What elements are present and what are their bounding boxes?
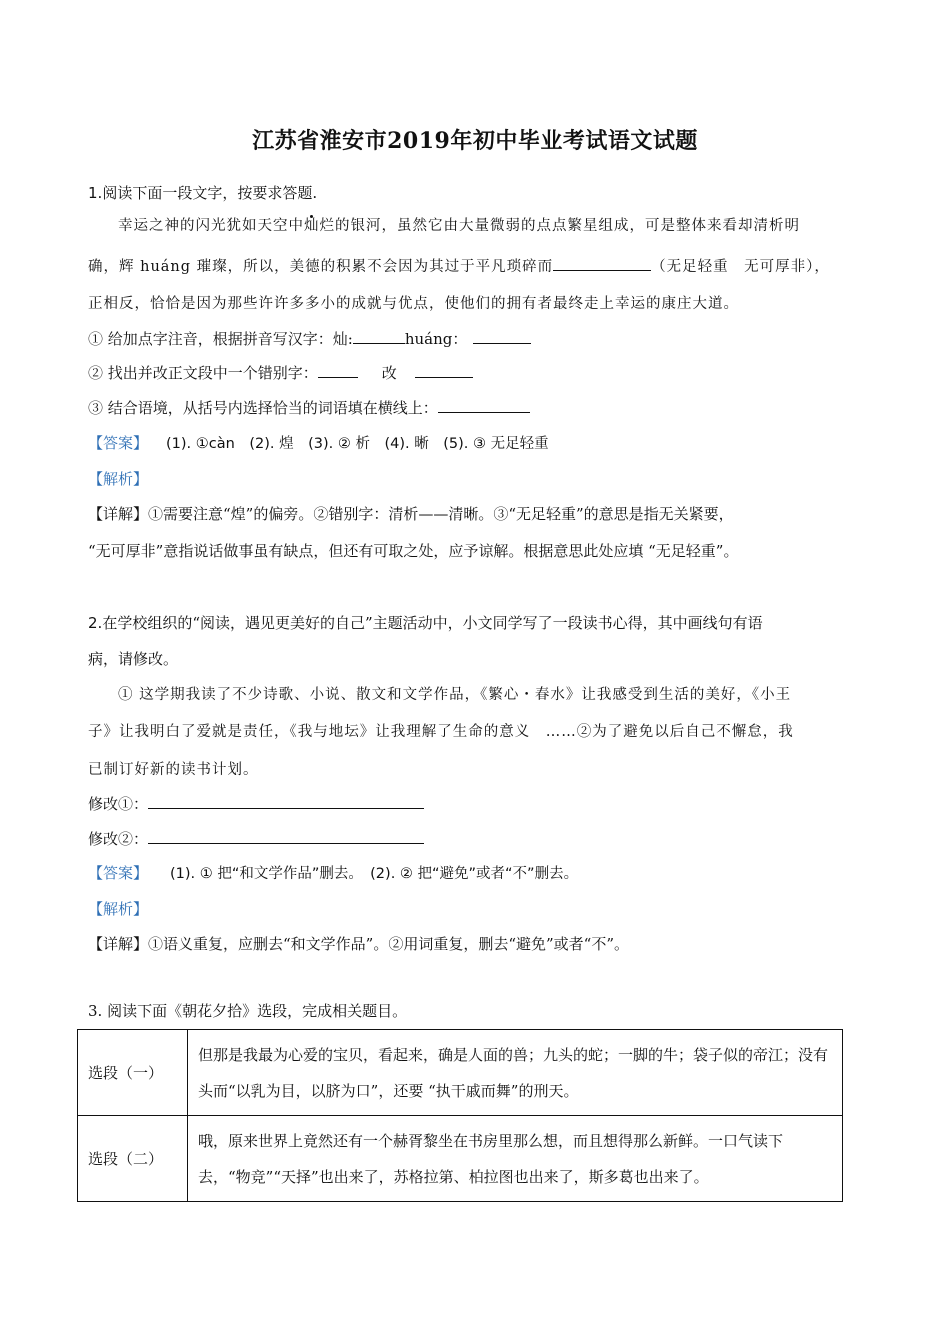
q2-prompt-text: 在学校组织的“阅读，遇见更美好的自己”主题活动中，小文同学写了一段读书心得，其中画线句有语 <box>102 614 763 632</box>
q1-prompt-text: 阅读下面一段文字，按要求答题. <box>102 184 318 202</box>
answer-blank[interactable] <box>148 829 424 844</box>
excerpt-text: 但那是我最为心爱的宝贝，看起来，确是人面的兽；九头的蛇；一脚的牛；袋子似的帝江；没有头而“以乳为目，以脐为口”，还要 “执干戚而舞”的刑天。 <box>188 1030 843 1116</box>
q2-fix-1 <box>88 793 424 814</box>
q1-passage-text: 幸运之神的闪光犹如天空中 <box>118 218 304 234</box>
q1-passage-text: 确，辉 huáng 璀璨，所以，美德的积累不会因为其过于平凡琐碎而 <box>88 259 554 275</box>
q1-prompt <box>88 182 317 203</box>
q1-passage-text: （无足轻重 无可厚非）， <box>651 259 830 275</box>
q1-passage-text: 烂的银河，虽然它由大量微弱的点点繁星组成，可是整体来看却清析明 <box>319 218 800 234</box>
analysis-tag: 【解析】 <box>88 470 149 488</box>
answer-blank[interactable] <box>148 794 424 809</box>
q2-detail: 【详解】①语义重复，应删去“和文学作品”。②用词重复，删去“避免”或者“不”。 <box>88 935 630 953</box>
excerpt-table <box>77 1029 843 1202</box>
analysis-tag: 【解析】 <box>88 900 149 918</box>
dotted-character: 灿 <box>304 218 320 234</box>
q2-passage-line-3: 已制订好新的读书计划。 <box>88 762 259 778</box>
q2-fix-2 <box>88 828 424 849</box>
q1-number: 1. <box>88 184 103 202</box>
page-title: 江苏省淮安市2019年初中毕业考试语文试题 <box>252 128 698 154</box>
q1-passage-line-1 <box>118 214 800 235</box>
q2-passage-line-1: ① 这学期我读了不少诗歌、小说、散文和文学作品，《繁心・春水》让我感受到生活的美好，《小王 <box>118 687 792 703</box>
q1-detail-line-2: “无可厚非”意指说话做事虽有缺点，但还有可取之处，应予谅解。根据意思此处应填 “无足轻重”。 <box>88 542 739 560</box>
answer-blank[interactable] <box>438 398 530 413</box>
q1-sub2 <box>88 362 473 383</box>
q1-passage-line-2 <box>88 255 830 276</box>
q1-sub2-text: ② 找出并改正文段中一个错别字： <box>88 364 318 382</box>
excerpt-text: 哦，原来世界上竟然还有一个赫胥黎坐在书房里那么想，而且想得那么新鲜。一口气读下去，“物竞”“天择”也出来了，苏格拉第、柏拉图也出来了，斯多葛也出来了。 <box>188 1116 843 1202</box>
q2-passage-line-2: 子》让我明白了爱就是责任，《我与地坛》让我理解了生命的意义 ……②为了避免以后自己不懈怠，我 <box>88 724 794 740</box>
table-row <box>78 1116 843 1202</box>
fill-blank[interactable] <box>553 256 651 271</box>
excerpt-label: 选段（一） <box>78 1030 188 1116</box>
q1-sub3 <box>88 397 530 418</box>
excerpt-label: 选段（二） <box>78 1116 188 1202</box>
q3-prompt: 3. 阅读下面《朝花夕拾》选段，完成相关题目。 <box>88 1002 408 1020</box>
q2-analysis-tag <box>88 898 148 919</box>
q2-answer <box>88 862 578 883</box>
q2-prompt-line-2: 病，请修改。 <box>88 650 179 668</box>
q1-detail-line-1: 【详解】①需要注意“煌”的偏旁。②错别字：清析——清晰。③“无足轻重”的意思是指无关紧要， <box>88 505 734 523</box>
q2-number: 2. <box>88 614 103 632</box>
q1-sub1-text: huáng： <box>404 330 468 348</box>
answer-blank[interactable] <box>353 329 405 344</box>
q2-fix-label: 修改①： <box>88 795 149 813</box>
answer-blank[interactable] <box>415 363 473 378</box>
answer-blank[interactable] <box>473 329 531 344</box>
q1-sub2-text: 改 <box>381 364 397 382</box>
q2-prompt-line-1 <box>88 612 763 633</box>
q1-answer-text: (1). ①càn (2). 煌 (3). ② 析 (4). 晰 (5). ③ 无足轻重 <box>166 436 549 452</box>
table-row <box>78 1030 843 1116</box>
q1-sub3-text: ③ 结合语境，从括号内选择恰当的词语填在横线上： <box>88 399 438 417</box>
q1-answer <box>88 432 549 453</box>
q2-answer-text: (1). ① 把“和文学作品”删去。 (2). ② 把“避免”或者“不”删去。 <box>170 866 579 882</box>
q1-passage-line-3: 正相反，恰恰是因为那些许许多多小的成就与优点，使他们的拥有者最终走上幸运的康庄大道。 <box>88 296 739 312</box>
answer-tag: 【答案】 <box>88 434 149 452</box>
q1-analysis-tag <box>88 468 148 489</box>
q2-fix-label: 修改②： <box>88 830 149 848</box>
answer-blank[interactable] <box>318 363 358 378</box>
q1-sub1-text: ① 给加点字注音，根据拼音写汉字：灿: <box>88 330 353 348</box>
q1-sub1 <box>88 328 531 349</box>
answer-tag: 【答案】 <box>88 864 149 882</box>
